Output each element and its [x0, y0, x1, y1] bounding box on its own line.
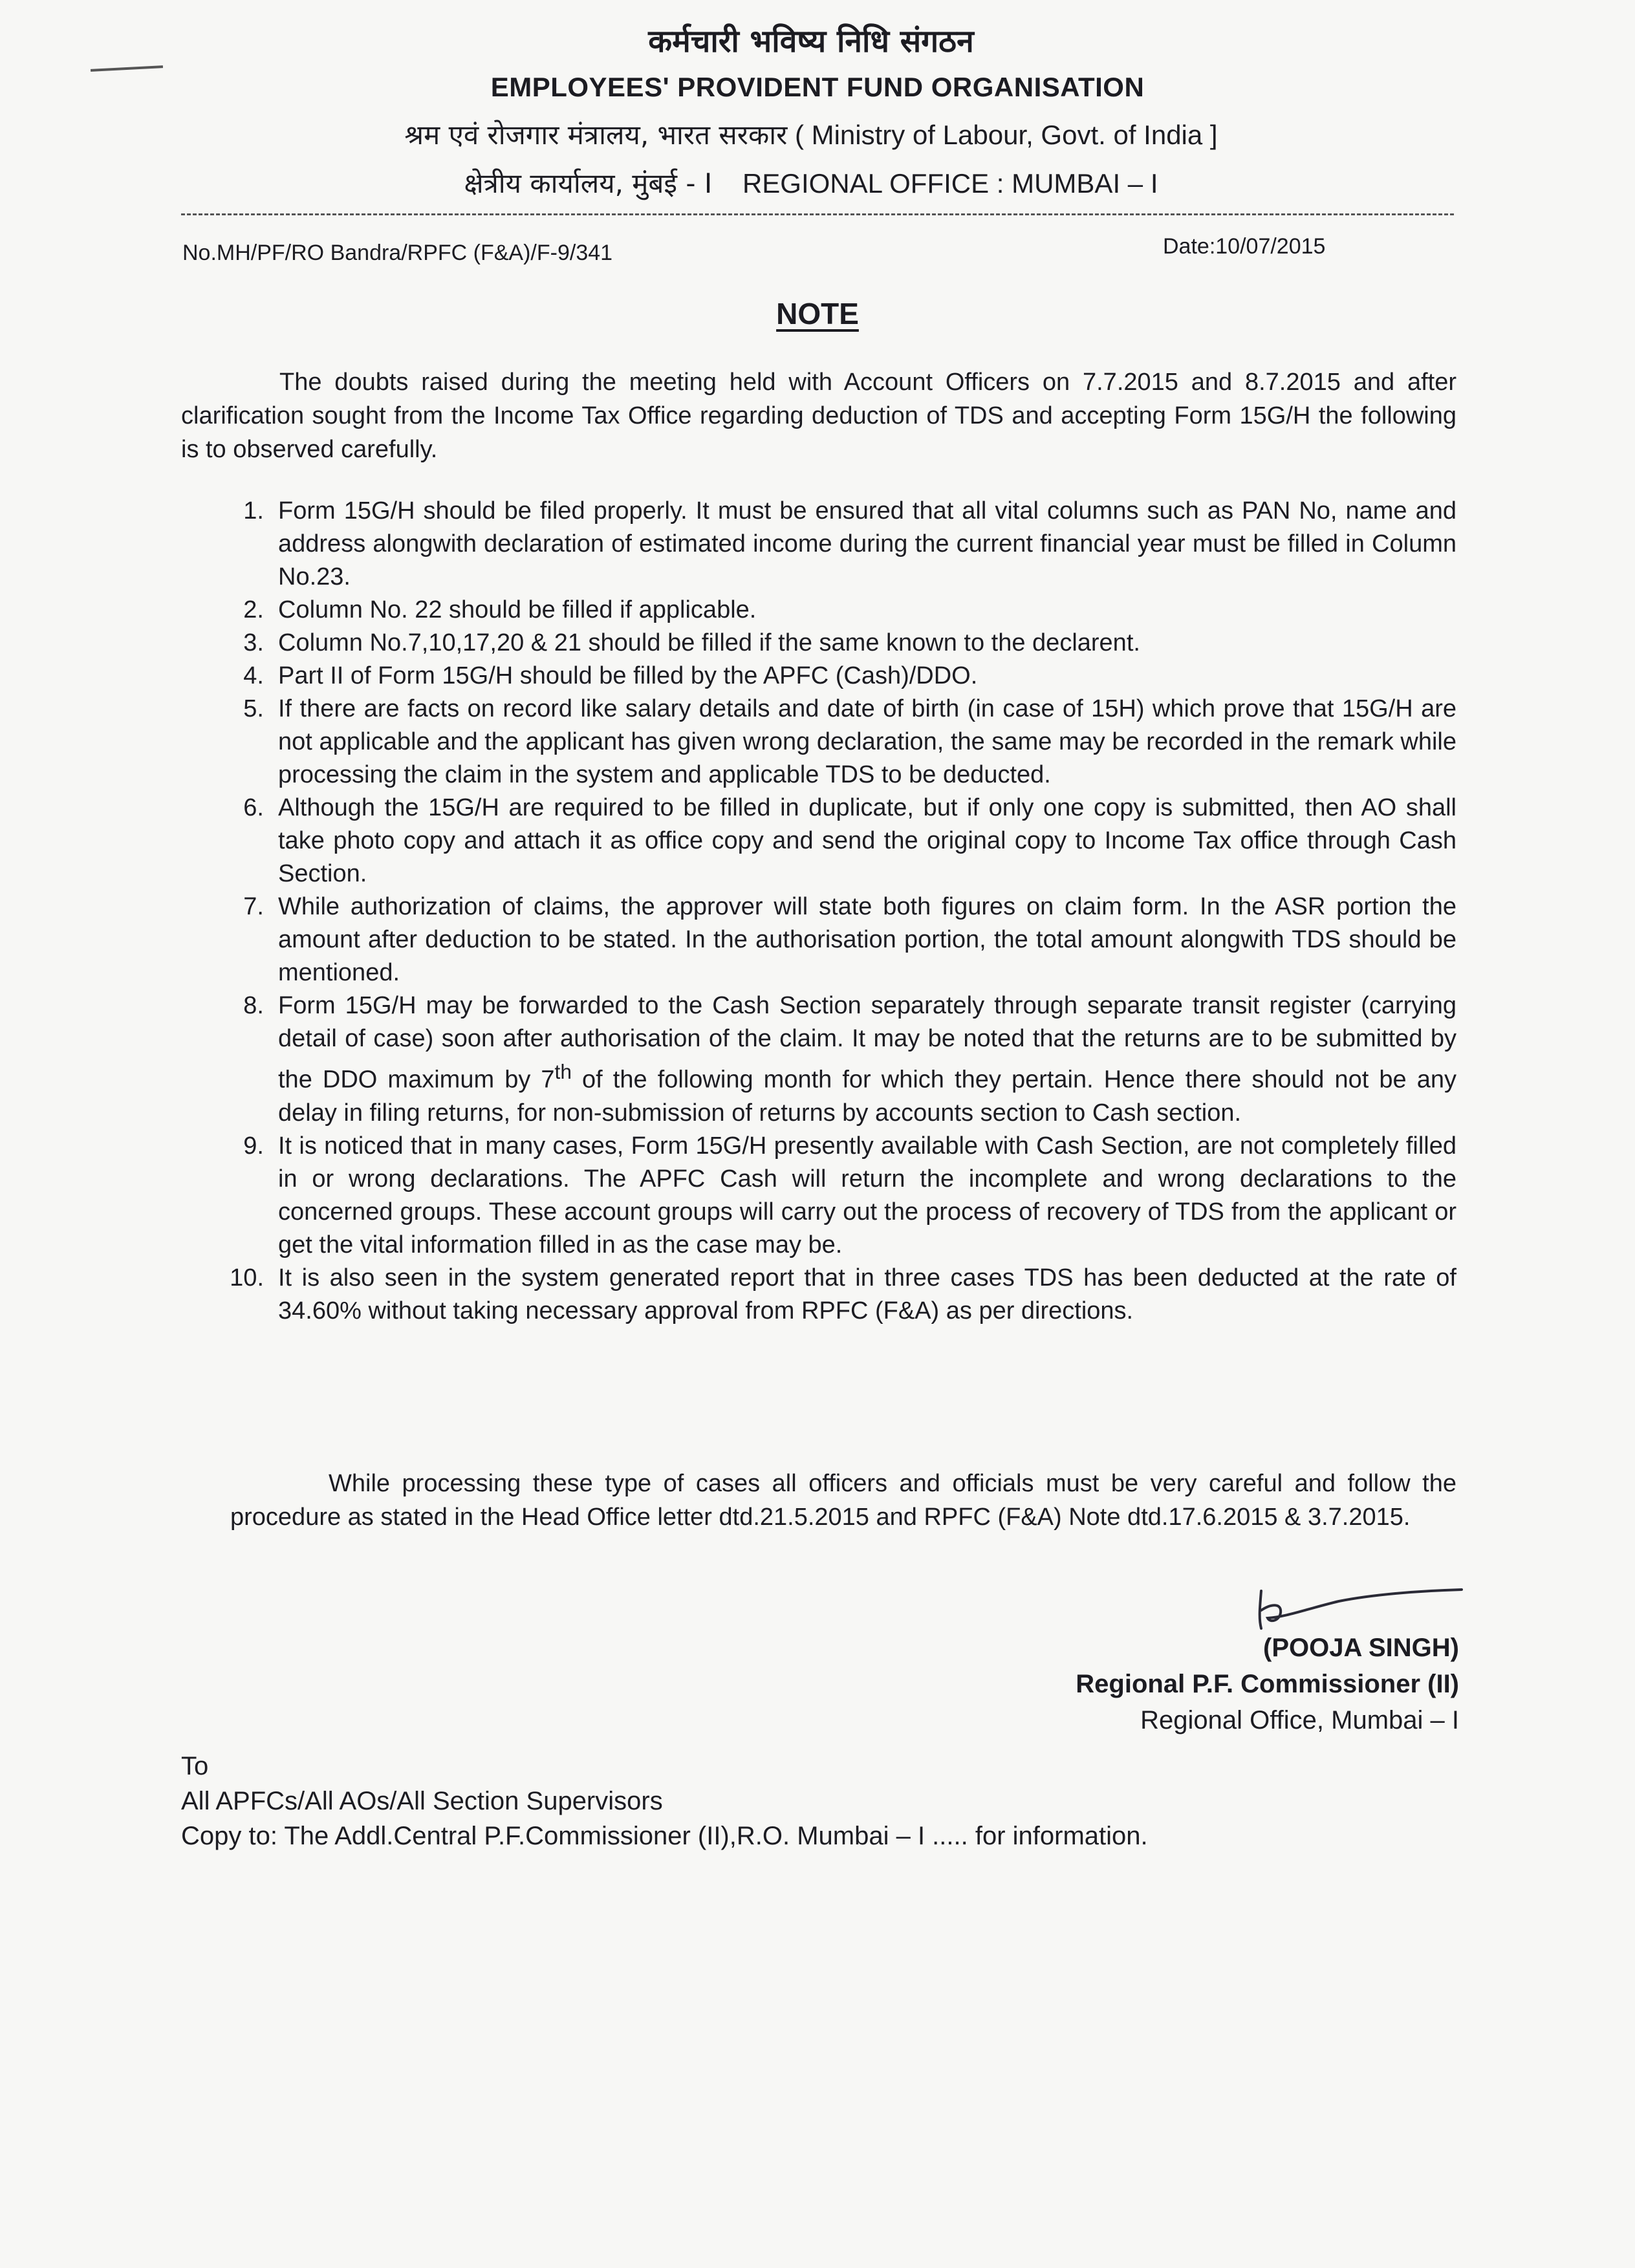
document-date: Date:10/07/2015	[1163, 234, 1326, 259]
regional-office-line	[0, 164, 1635, 201]
ministry-hindi: श्रम एवं रोजगार मंत्रालय, भारत सरकार	[404, 119, 788, 151]
signatory-designation: Regional P.F. Commissioner (II)	[1076, 1670, 1459, 1698]
list-item-text: Although the 15G/H are required to be filled in duplicate, but if only one copy is submitted, then AO shall take photo copy and attach it as office copy and send the original copy to Income Tax office through Cash Section.	[278, 794, 1456, 887]
list-item-number: 9.	[243, 1132, 264, 1160]
letterhead	[0, 19, 1635, 201]
list-item	[220, 693, 1456, 792]
list-item-text: It is noticed that in many cases, Form 15G/H presently available with Cash Section, are not completely filled in or wrong declarations. The APFC Cash will return the incomplete and wrong declarations to the concerned groups. These account groups will carry out the process of recovery of TDS from the applicant or get the vital information filled in as the case may be.	[278, 1132, 1456, 1258]
signature-block	[1076, 1630, 1459, 1738]
list-item	[220, 792, 1456, 891]
copy-to: Copy to: The Addl.Central P.F.Commissioner (II),R.O. Mumbai – I ..... for information.	[181, 1822, 1148, 1850]
list-item-text: Column No. 22 should be filled if applicable.	[278, 596, 757, 623]
regional-office-english: REGIONAL OFFICE : MUMBAI – I	[742, 168, 1158, 199]
list-item-number: 6.	[243, 794, 264, 821]
recipients: All APFCs/All AOs/All Section Supervisors	[181, 1787, 663, 1815]
list-item-number: 1.	[243, 497, 264, 524]
ordinal-suffix: th	[554, 1060, 572, 1083]
list-item-text: Part II of Form 15G/H should be filled by the APFC (Cash)/DDO.	[278, 662, 978, 689]
list-item	[220, 495, 1456, 594]
list-item	[220, 1130, 1456, 1262]
closing-paragraph: While processing these type of cases all officers and officials must be very careful and follow the procedure as stated in the Head Office letter dtd.21.5.2015 and RPFC (F&A) Note dtd.17.6.2015 & 3.7.2015.	[230, 1470, 1456, 1531]
list-item-text: While authorization of claims, the approver will state both figures on claim form. In the ASR portion the amount after deduction to be stated. In the authorisation portion, the total amount alongwith TDS should be mentioned.	[278, 893, 1456, 986]
org-name-hindi: कर्मचारी भविष्य निधि संगठन	[648, 23, 974, 59]
list-item-number: 10.	[230, 1264, 264, 1291]
addressee-block	[181, 1749, 1148, 1853]
reference-number: No.MH/PF/RO Bandra/RPFC (F&A)/F-9/341	[182, 241, 613, 265]
ministry-english: ( Ministry of Labour, Govt. of India ]	[794, 120, 1218, 150]
list-item	[220, 660, 1456, 693]
list-item	[220, 989, 1456, 1130]
signatory-office: Regional Office, Mumbai – I	[1140, 1706, 1459, 1734]
list-item-number: 3.	[243, 629, 264, 656]
list-item-text: Form 15G/H may be forwarded to the Cash Section separately through separate transit register (carrying detail of case) soon after authorisation of the claim. It may be noted that the returns are to be submitted by the DDO maximum by 7	[278, 992, 1456, 1094]
list-item-text: If there are facts on record like salary details and date of birth (in case of 15H) which prove that 15G/H are not applicable and the applicant has given wrong declaration, the same may be recorded in the remark while processing the claim in the system and applicable TDS to be deducted.	[278, 695, 1456, 788]
list-item-number: 8.	[243, 992, 264, 1019]
list-item-number: 5.	[243, 695, 264, 722]
note-title: NOTE	[776, 297, 859, 330]
list-item-number: 7.	[243, 893, 264, 920]
list-item-number: 2.	[243, 596, 264, 623]
list-item-text: Column No.7,10,17,20 & 21 should be filled if the same known to the declarent.	[278, 629, 1140, 656]
list-item-text: Form 15G/H should be filed properly. It must be ensured that all vital columns such as PAN No, name and address alongwith declaration of estimated income during the current financial year must be filled in Column No.23.	[278, 497, 1456, 590]
header-divider	[181, 213, 1454, 215]
list-item-number: 4.	[243, 662, 264, 689]
intro-paragraph: The doubts raised during the meeting held with Account Officers on 7.7.2015 and 8.7.2015 and after clarification sought from the Income Tax Office regarding deduction of TDS and accepting Form 15G/H the following is to observed carefully.	[181, 369, 1456, 463]
to-label: To	[181, 1752, 209, 1780]
list-item	[220, 627, 1456, 660]
handwritten-signature	[1242, 1578, 1468, 1637]
signatory-name: (POOJA SINGH)	[1263, 1634, 1459, 1662]
list-item-text-continued: of the following month for which they pertain. Hence there should not be any delay in filing returns, for non-submission of returns by accounts section to Cash section.	[278, 1066, 1456, 1127]
ministry-line	[0, 116, 1635, 153]
list-item	[220, 594, 1456, 627]
org-name-english: EMPLOYEES' PROVIDENT FUND ORGANISATION	[490, 72, 1145, 102]
list-item-text: It is also seen in the system generated report that in three cases TDS has been deducted at the rate of 34.60% without taking necessary approval from RPFC (F&A) as per directions.	[278, 1264, 1456, 1324]
regional-office-hindi: क्षेत्रीय कार्यालय, मुंबई - I	[464, 167, 713, 199]
instruction-list	[220, 495, 1456, 1328]
list-item	[220, 1262, 1456, 1328]
list-item	[220, 891, 1456, 989]
